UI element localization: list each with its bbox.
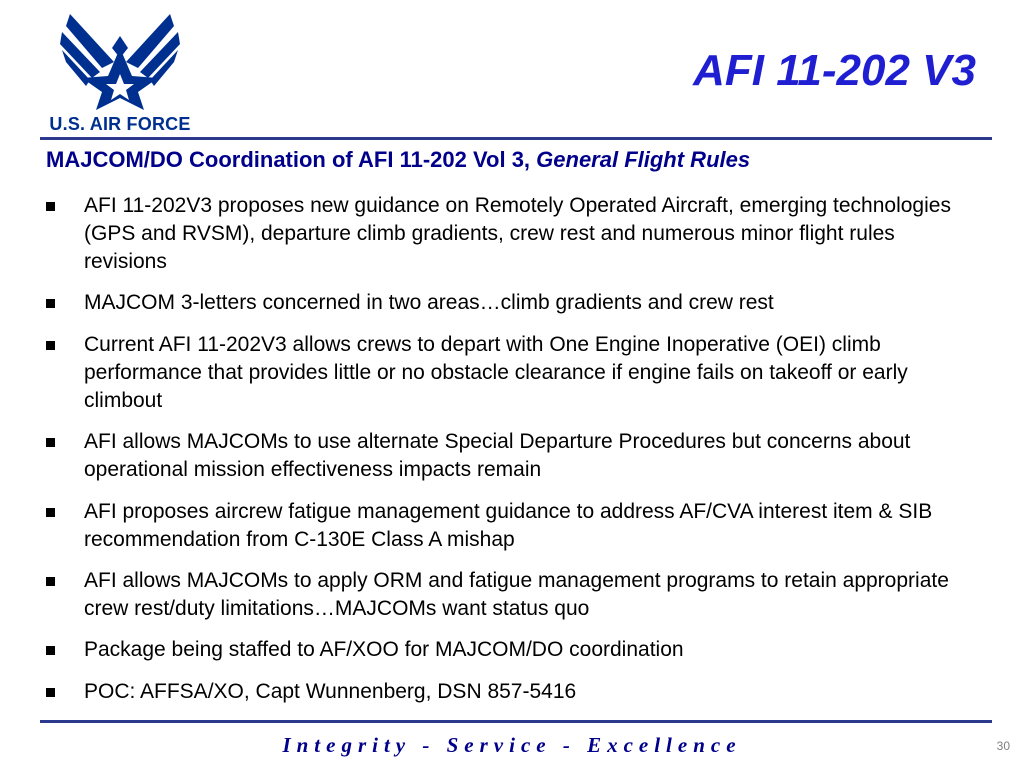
- subtitle-italic: General Flight Rules: [536, 147, 751, 172]
- square-bullet-icon: [46, 646, 55, 655]
- bullet-item: [46, 498, 976, 554]
- footer-divider: [40, 720, 992, 723]
- bullet-text: AFI allows MAJCOMs to apply ORM and fatigue management programs to retain appropriate crew rest/duty limitations…MAJCOMs want status quo: [84, 568, 949, 620]
- bullet-item: [46, 192, 976, 276]
- bullet-text: POC: AFFSA/XO, Capt Wunnenberg, DSN 857-5416: [84, 679, 577, 703]
- bullet-item: [46, 331, 976, 415]
- square-bullet-icon: [46, 341, 55, 350]
- slide-subtitle: [46, 147, 976, 173]
- square-bullet-icon: [46, 688, 55, 697]
- square-bullet-icon: [46, 577, 55, 586]
- bullet-item: [46, 289, 976, 317]
- bullet-item: [46, 428, 976, 484]
- bullet-text: MAJCOM 3-letters concerned in two areas…climb gradients and crew rest: [84, 291, 774, 315]
- logo-wordmark: U.S. AIR FORCE: [49, 114, 191, 134]
- bullet-item: [46, 567, 976, 623]
- bullet-item: [46, 678, 976, 706]
- bullet-text: AFI 11-202V3 proposes new guidance on Remotely Operated Aircraft, emerging technologies (GPS and RVSM), departure climb gradients, crew rest and numerous minor flight rules revisions: [84, 194, 951, 273]
- square-bullet-icon: [46, 508, 55, 517]
- bullet-text: Current AFI 11-202V3 allows crews to depart with One Engine Inoperative (OEI) climb performance that provides little or no obstacle clearance if engine fails on takeoff or early climbout: [84, 332, 908, 412]
- subtitle-plain: MAJCOM/DO Coordination of AFI 11-202 Vol 3,: [46, 147, 537, 172]
- header-divider: [40, 137, 992, 140]
- bullet-text: Package being staffed to AF/XOO for MAJCOM/DO coordination: [84, 638, 684, 662]
- square-bullet-icon: [46, 299, 55, 308]
- square-bullet-icon: [46, 202, 55, 211]
- bullet-list: [46, 192, 976, 719]
- bullet-text: AFI allows MAJCOMs to use alternate Special Departure Procedures but concerns about operational mission effectiveness impacts remain: [84, 430, 911, 482]
- us-air-force-logo: [40, 6, 200, 132]
- slide-title: AFI 11-202 V3: [693, 46, 976, 95]
- page-number: 30: [996, 739, 1010, 753]
- bullet-item: [46, 636, 976, 664]
- square-bullet-icon: [46, 438, 55, 447]
- air-force-wings-star-icon: [40, 6, 200, 112]
- footer-motto: Integrity - Service - Excellence: [282, 733, 742, 757]
- bullet-text: AFI proposes aircrew fatigue management guidance to address AF/CVA interest item & SIB recommendation from C-130E Class A mishap: [84, 499, 933, 551]
